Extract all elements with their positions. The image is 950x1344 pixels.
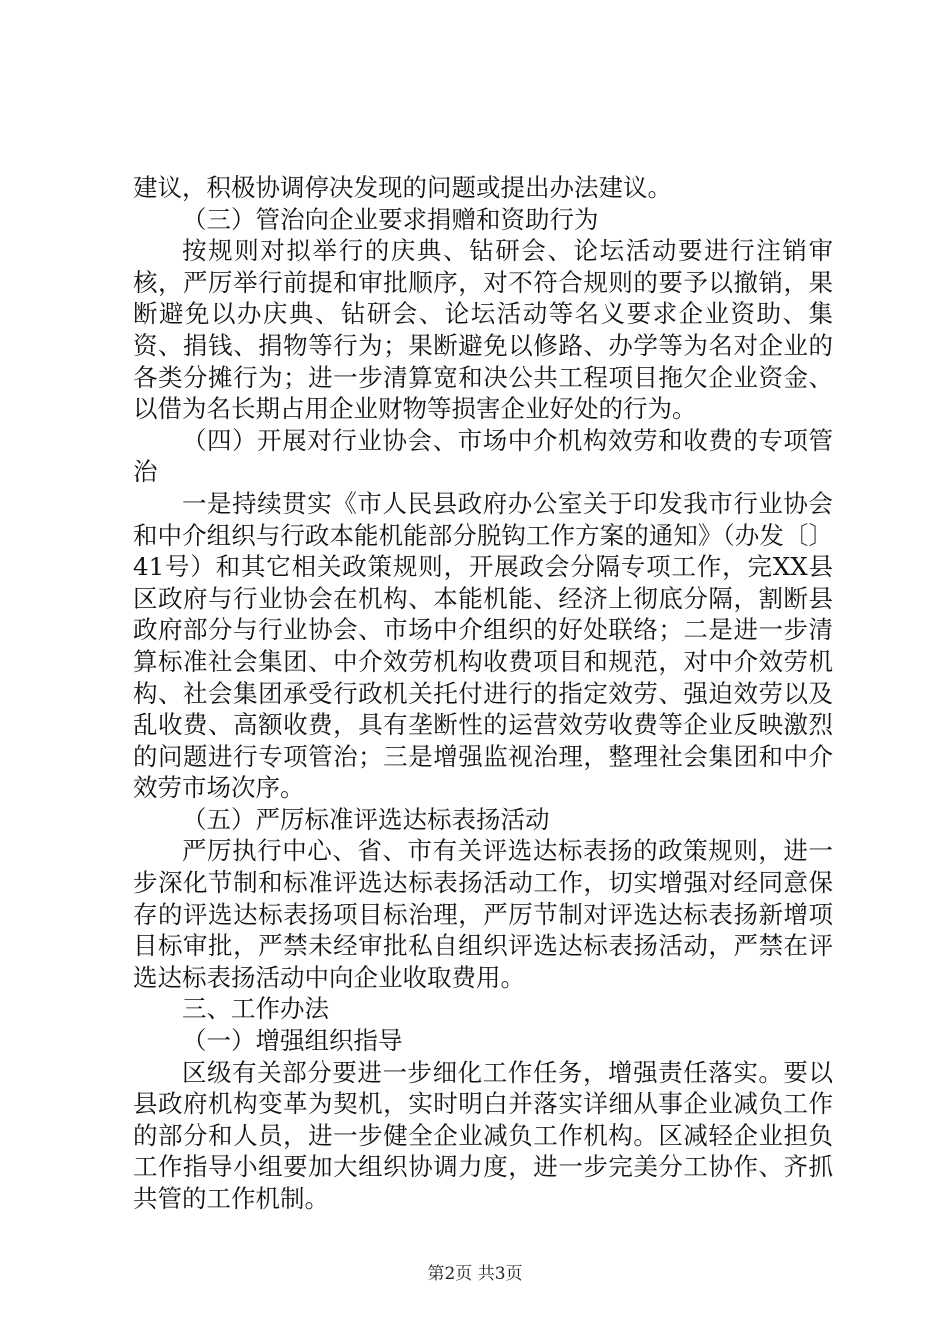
paragraph-associations: 一是持续贯实《市人民县政府办公室关于印发我市行业协会和中介组织与行政本能机能部分脱钩工作方案的通知》（办发〔〕41号）和其它相关政策规则，开展政会分隔专项工作，完XX县区政府与行业协会在机构、本能机能、经济上彻底分隔，割断县政府部分与行业协会、市场中介组织的好处联络；二是进一步清算标准社会集团、中介效劳机构收费项目和规范，对中介效劳机构、社会集团承受行政机关托付进行的指定效劳、强迫效劳以及乱收费、高额收费，具有垄断性的运营效劳收费等企业反映激烈的问题进行专项管治；三是增强监视治理，整理社会集团和中介效劳市场次序。 — [133, 488, 833, 803]
section-heading-organization: （一）增强组织指导 — [182, 1026, 403, 1056]
section-heading-4: （四）开展对行业协会、市场中介机构效劳和收费的专项管治 — [133, 425, 833, 487]
paragraph-donations: 按规则对拟举行的庆典、钻研会、论坛活动要进行注销审核，严厉举行前提和审批顺序，对不符合规则的要予以撤销，果断避免以办庆典、钻研会、论坛活动等名义要求企业资助、集资、捐钱、捐物等行为；果断避免以修路、办学等为名对企业的各类分摊行为；进一步清算宽和决公共工程项目拖欠企业资金、以借为名长期占用企业财物等损害企业好处的行为。 — [133, 236, 833, 424]
paragraph-organization: 区级有关部分要进一步细化工作任务，增强责任落实。要以县政府机构变革为契机，实时明白并落实详细从事企业减负工作的部分和人员，进一步健全企业减负工作机构。区减轻企业担负工作指导小组要加大组织协调力度，进一步完美分工协作、齐抓共管的工作机制。 — [133, 1057, 833, 1213]
document-body — [133, 172, 833, 1215]
section-heading-3: （三）管治向企业要求捐赠和资助行为 — [182, 204, 599, 234]
section-heading-5: （五）严厉标准评选达标表扬活动 — [182, 804, 550, 834]
paragraph-continuation: 建议，积极协调停决发现的问题或提出办法建议。 — [133, 173, 672, 202]
section-heading-measures: 三、工作办法 — [182, 994, 329, 1024]
page-number-footer: 第2页 共3页 — [427, 1264, 523, 1284]
paragraph-commendation: 严厉执行中心、省、市有关评选达标表扬的政策规则，进一步深化节制和标准评选达标表扬活动工作，切实增强对经同意保存的评选达标表扬项目标治理，严厉节制对评选达标表扬新增项目标审批，严禁未经审批私自组织评选达标表扬活动，严禁在评选达标表扬活动中向企业收取费用。 — [133, 836, 833, 992]
